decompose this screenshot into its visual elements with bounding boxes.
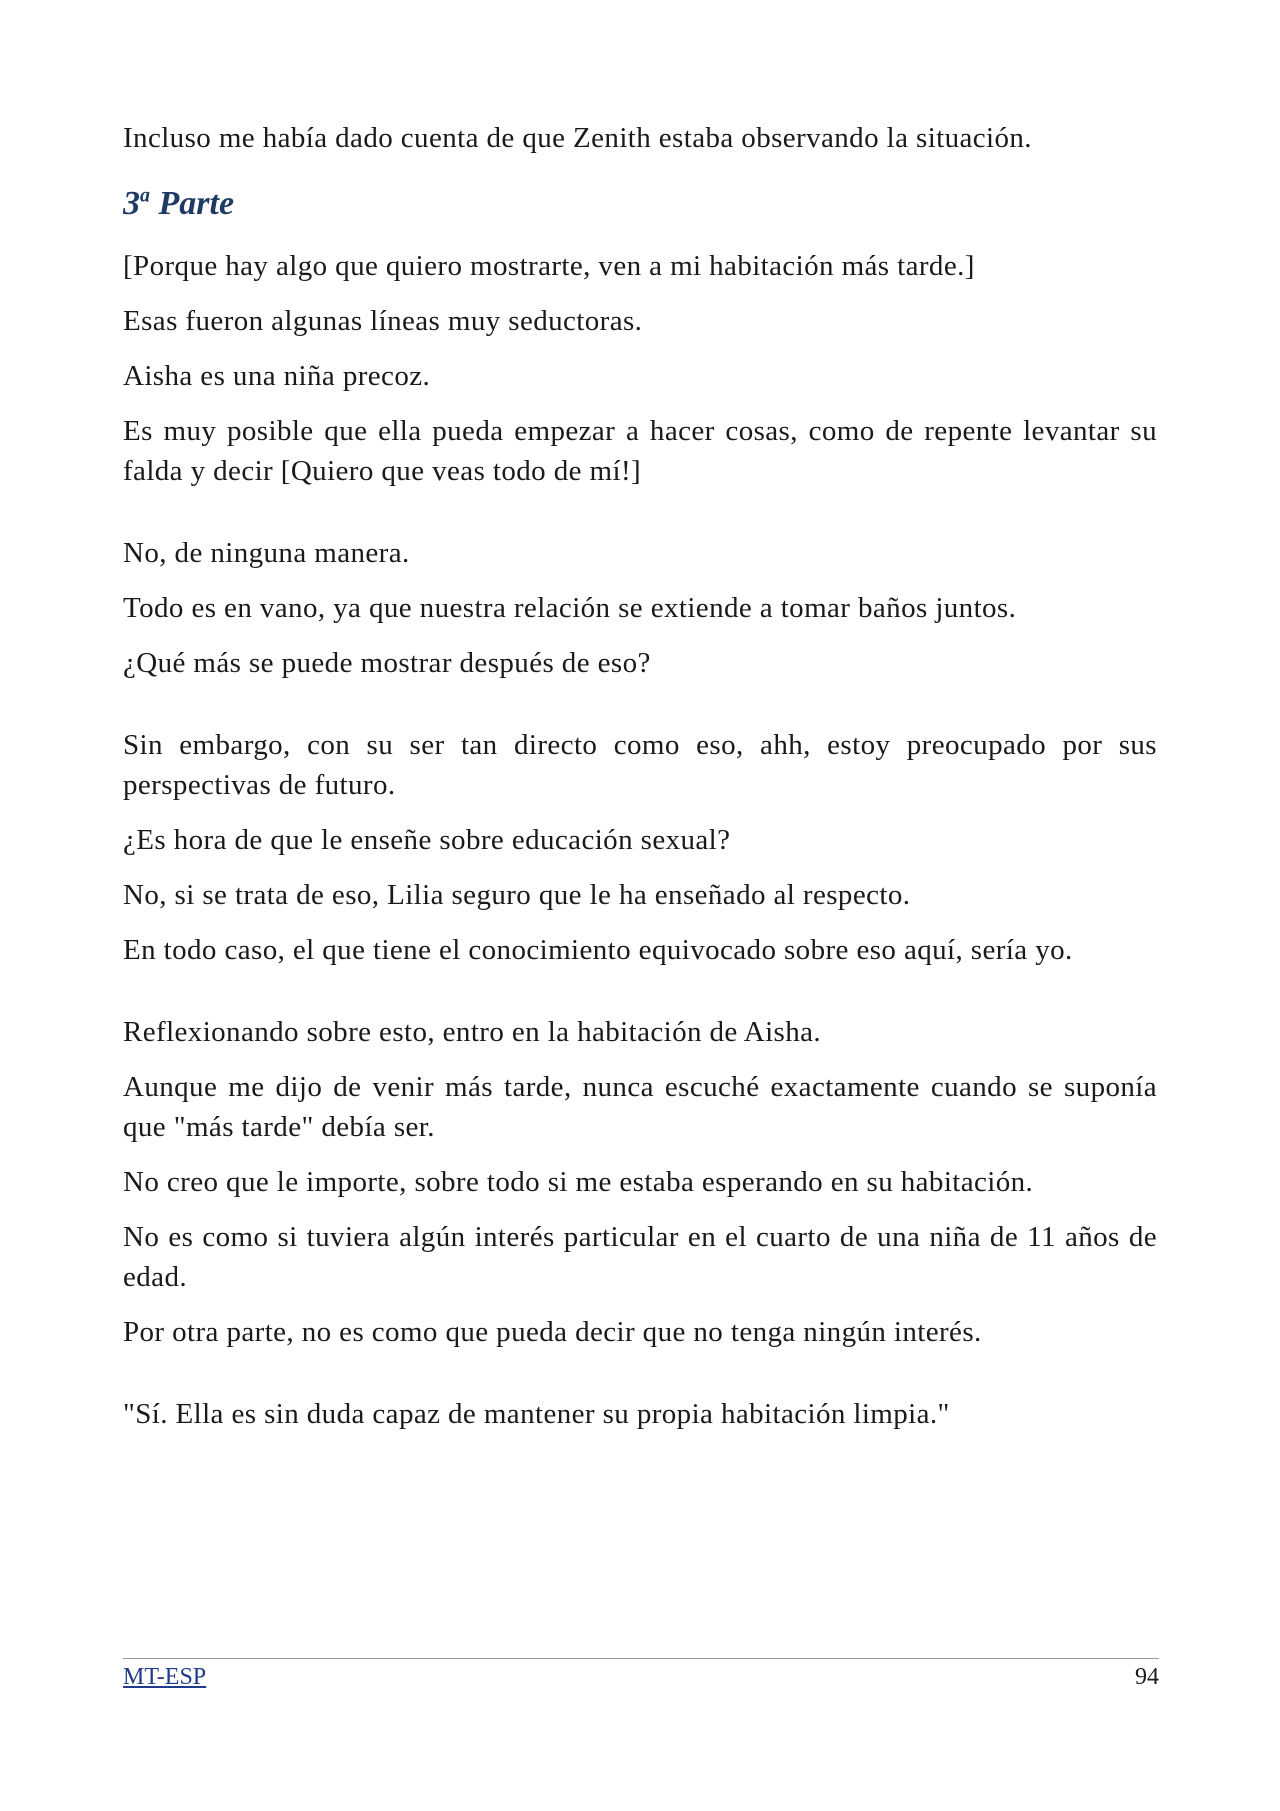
paragraph: Aisha es una niña precoz. (123, 360, 431, 392)
paragraph: En todo caso, el que tiene el conocimiento equivocado sobre eso aquí, sería yo. (123, 934, 1073, 966)
paragraph: Todo es en vano, ya que nuestra relación se extiende a tomar baños juntos. (123, 592, 1017, 624)
paragraph: ¿Es hora de que le enseñe sobre educación sexual? (123, 824, 731, 856)
section-title: Parte (150, 185, 235, 222)
paragraph: Reflexionando sobre esto, entro en la habitación de Aisha. (123, 1016, 822, 1048)
page-footer (123, 1658, 1159, 1692)
section-ordinal: a (140, 184, 150, 207)
paragraph: Por otra parte, no es como que pueda decir que no tenga ningún interés. (123, 1316, 982, 1348)
paragraph: Sin embargo, con su ser tan directo como eso, ahh, estoy preocupado por sus perspectivas de futuro. (123, 729, 1157, 801)
intro-paragraph: Incluso me había dado cuenta de que Zenith estaba observando la situación. (123, 122, 1032, 154)
paragraph: No es como si tuviera algún interés particular en el cuarto de una niña de 11 años de edad. (123, 1221, 1157, 1293)
paragraph: ¿Qué más se puede mostrar después de eso? (123, 647, 651, 679)
section-number: 3 (123, 185, 140, 222)
paragraph: Es muy posible que ella pueda empezar a hacer cosas, como de repente levantar su falda y decir [Quiero que veas todo de mí!] (123, 415, 1157, 487)
section-heading (123, 182, 1157, 226)
document-body (123, 118, 1157, 1449)
paragraph: No, si se trata de eso, Lilia seguro que le ha enseñado al respecto. (123, 879, 911, 911)
page-number: 94 (1135, 1664, 1159, 1690)
paragraph: Aunque me dijo de venir más tarde, nunca escuché exactamente cuando se suponía que "más tarde" debía ser. (123, 1071, 1157, 1143)
paragraph: No, de ninguna manera. (123, 537, 410, 569)
paragraph: No creo que le importe, sobre todo si me estaba esperando en su habitación. (123, 1166, 1034, 1198)
paragraph: "Sí. Ella es sin duda capaz de mantener su propia habitación limpia." (123, 1398, 950, 1430)
footer-site-link[interactable]: MT-ESP (123, 1664, 207, 1690)
paragraph: [Porque hay algo que quiero mostrarte, ven a mi habitación más tarde.] (123, 250, 975, 282)
paragraph: Esas fueron algunas líneas muy seductoras. (123, 305, 643, 337)
